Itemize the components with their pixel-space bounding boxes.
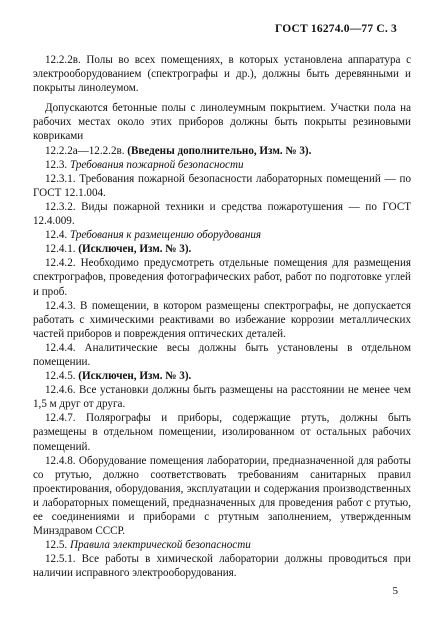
paragraph <box>33 299 411 341</box>
paragraph <box>33 552 411 580</box>
text-run: 12.5.1. Все работы в химической лаборатории должны проводиться при наличии исправного электрооборудования. <box>33 553 411 580</box>
text-run: Требования к размещению оборудования <box>69 229 262 242</box>
text-run: 12.4. <box>45 229 70 242</box>
paragraph <box>33 172 411 200</box>
text-run: 12.2.2в. Полы во всех помещениях, в которых установлена аппаратура с электрооборудованием (спектрографы и др.), должны быть деревянными и покрыты линолеумом. <box>33 54 411 95</box>
text-run: Требования пожарной безопасности <box>69 158 244 171</box>
paragraph <box>33 454 411 539</box>
paragraph <box>33 53 411 95</box>
paragraph <box>33 538 411 552</box>
paragraph <box>33 242 411 256</box>
text-run: (Исключен, Изм. № 3). <box>78 370 192 383</box>
text-run: 12.4.7. Полярографы и приборы, содержащие ртуть, должны быть размещены в отдельном помещении, изолированном от остальных рабочих помещений. <box>33 412 411 453</box>
text-run: 12.4.6. Все установки должны быть размещены на расстоянии не менее чем 1,5 м друг от друга. <box>33 384 411 411</box>
document-body <box>33 53 411 580</box>
text-run: Правила электрической безопасности <box>69 539 251 552</box>
text-run: (Введены дополнительно, Изм. № 3). <box>127 144 312 157</box>
text-run: 12.3.1. Требования пожарной безопасности лабораторных помещений — по ГОСТ 12.1.004. <box>33 172 411 199</box>
text-run: 12.4.5. <box>45 370 79 383</box>
paragraph <box>33 144 411 158</box>
text-run: 12.3.2. Виды пожарной техники и средства пожаротушения — по ГОСТ 12.4.009. <box>33 200 411 228</box>
text-run: 12.2.2а—12.2.2в. <box>45 144 128 157</box>
text-run: 12.5. <box>45 539 70 552</box>
text-run: 12.4.3. В помещении, в котором размещены спектрографы, не допускается работать с химическими реактивами во избежание коррозии металлических частей приборов и повреждения оптических деталей. <box>33 299 411 340</box>
text-run: 12.4.4. Аналитические весы должны быть установлены в отдельном помещении. <box>33 341 411 368</box>
page-number: 5 <box>392 585 398 597</box>
text-run: 12.4.2. Необходимо предусмотреть отдельные помещения для размещения спектрографов, проведения фотографических работ, работ по подготовке углей и проб. <box>33 257 411 298</box>
text-run: Допускаются бетонные полы с линолеумным покрытием. Участки пола на рабочих местах около этих приборов должны быть покрыты резиновыми ковриками <box>33 102 411 143</box>
paragraph <box>33 256 411 298</box>
paragraph <box>33 101 411 143</box>
page-header: ГОСТ 16274.0—77 С. 3 <box>274 23 397 35</box>
paragraph <box>33 158 411 172</box>
paragraph <box>33 228 411 242</box>
text-run: 12.3. <box>45 158 70 171</box>
paragraph <box>33 200 411 228</box>
text-run: 12.4.8. Оборудование помещения лаборатории, предназначенной для работы со ртутью, должно соответствовать требованиям санитарных правил проектирования, оборудования, эксплуатации и содержания производственных и лабораторных помещений, предназначенных для проведения работ с ртутью, ее соединениями и приборами с ртутным заполнением, утвержденным Минздравом СССР. <box>33 454 411 538</box>
text-run: (Исключен, Изм. № 3). <box>78 243 192 256</box>
text-run: 12.4.1. <box>45 243 79 256</box>
paragraph <box>33 369 411 383</box>
paragraph <box>33 383 411 411</box>
paragraph <box>33 341 411 369</box>
paragraph <box>33 411 411 453</box>
